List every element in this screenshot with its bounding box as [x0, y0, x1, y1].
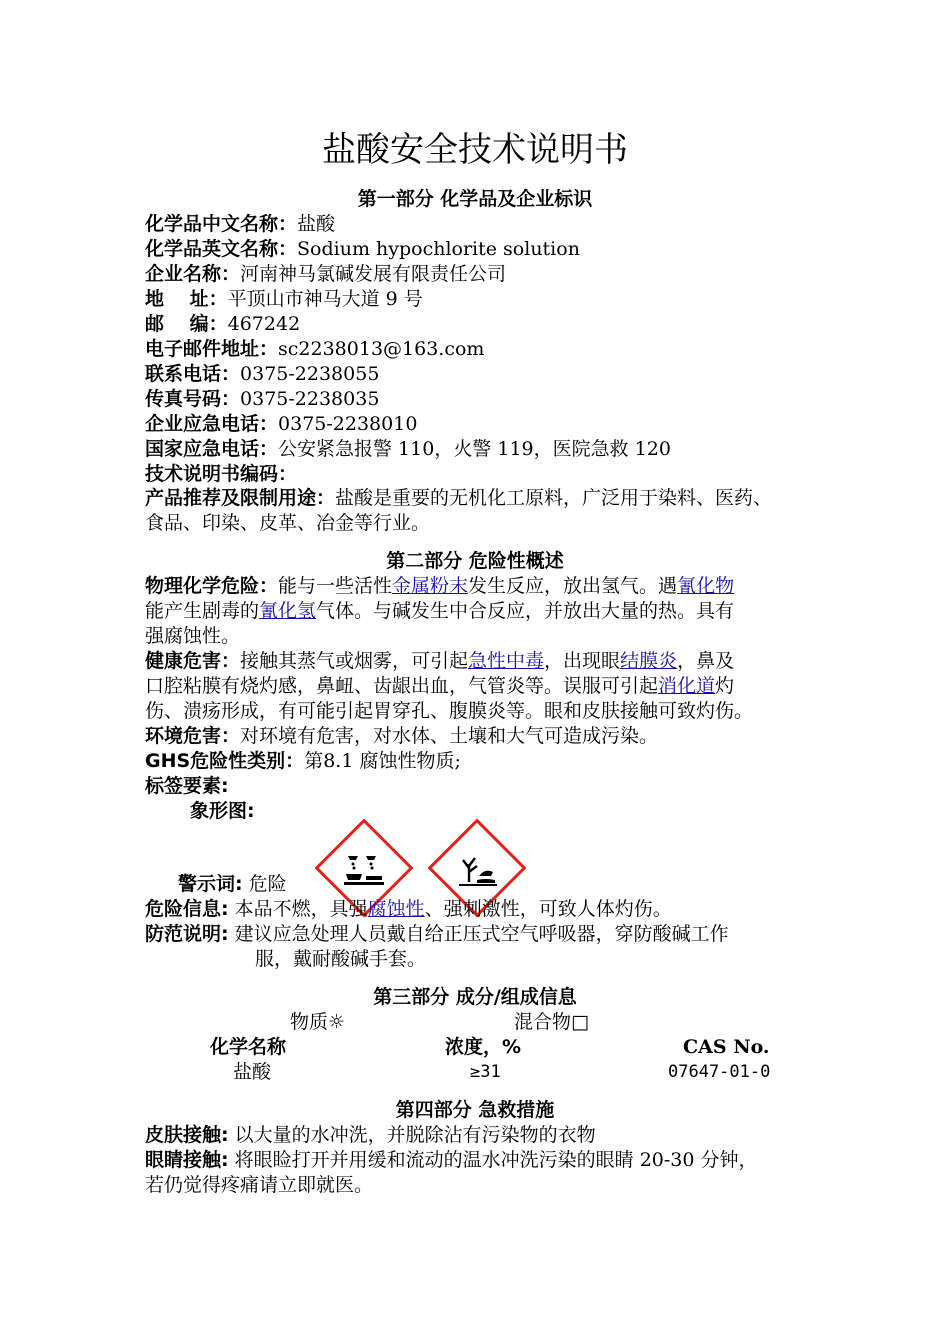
tag-line: [145, 774, 229, 799]
phys-line1: [145, 574, 734, 599]
usage-label: 产品推荐及限制用途：: [145, 487, 336, 509]
link-hydrogen-cyanide[interactable]: 氰化氢: [259, 600, 317, 622]
row-value: 盐酸: [297, 213, 336, 235]
column-header-concentration: 浓度，%: [445, 1036, 522, 1058]
row-value: 0375-2238035: [240, 388, 380, 410]
row-value: 0375-2238055: [240, 363, 380, 385]
row-label: 地 址：: [145, 288, 228, 310]
eye-line1: [145, 1148, 758, 1173]
phys-line2: [145, 599, 734, 624]
identification-row: [145, 412, 417, 437]
column-header-name: 化学名称: [210, 1036, 287, 1058]
part4-heading: 第四部分 急救措施: [395, 1099, 555, 1121]
link-cyanide[interactable]: 氰化物: [677, 575, 735, 597]
row-value: 467242: [227, 313, 301, 335]
identification-row: [145, 387, 379, 412]
phys-text: 发生反应，放出氢气。遇: [468, 575, 678, 597]
precaution-line2: 服，戴耐酸碱手套。: [255, 948, 427, 970]
health-label: 健康危害：: [145, 650, 241, 672]
env-text: 对环境有危害，对水体、土壤和大气可造成污染。: [240, 725, 659, 747]
row-label: 传真号码：: [145, 388, 241, 410]
skin-line: [145, 1123, 596, 1148]
identification-row: [145, 212, 335, 237]
precaution-label: 防范说明:: [145, 923, 229, 945]
skin-label: 皮肤接触:: [145, 1124, 229, 1146]
precaution-line1: [145, 922, 729, 947]
phys-text: 能与一些活性: [278, 575, 393, 597]
identification-row: [145, 337, 484, 362]
row-value: Sodium hypochlorite solution: [297, 238, 580, 260]
health-line1: [145, 649, 734, 674]
health-text: 灼: [715, 675, 735, 697]
usage-line2: 食品、印染、皮革、冶金等行业。: [145, 512, 431, 534]
row-label: 电子邮件地址：: [145, 338, 279, 360]
phys-label: 物理化学危险：: [145, 575, 279, 597]
substance-option: 物质☼: [290, 1011, 346, 1033]
link-digestive-tract[interactable]: 消化道: [658, 675, 716, 697]
hazard-text: 、强刺激性，可致人体灼伤。: [424, 898, 672, 920]
tag-label: 标签要素:: [145, 775, 229, 797]
row-label: 技术说明书编码：: [145, 463, 298, 485]
part1-heading: 第一部分 化学品及企业标识: [357, 188, 593, 210]
ghs-line: [145, 749, 461, 774]
health-text: ，出现眼: [544, 650, 621, 672]
skin-text: 以大量的水冲洗，并脱除沾有污染物的衣物: [234, 1124, 596, 1146]
ghs-text: 第8.1 腐蚀性物质;: [304, 750, 461, 772]
row-label: 邮 编：: [145, 313, 228, 335]
health-text: 接触其蒸气或烟雾，可引起: [240, 650, 469, 672]
mixture-option: 混合物□: [514, 1011, 589, 1033]
row-label: 企业名称：: [145, 263, 241, 285]
row-label: 化学品英文名称：: [145, 238, 298, 260]
signal-label: 警示词:: [178, 873, 243, 895]
link-corrosive[interactable]: 腐蚀性: [367, 898, 425, 920]
pictogram-line: [190, 799, 255, 824]
column-header-cas: CAS No.: [683, 1036, 770, 1058]
eye-label: 眼睛接触:: [145, 1149, 229, 1171]
hazard-text: 本品不燃，具强: [234, 898, 368, 920]
row-value: 0375-2238010: [278, 413, 418, 435]
cell-cas: 07647-01-0: [668, 1062, 771, 1082]
precaution-text: 建议应急处理人员戴自给正压式空气呼吸器，穿防酸碱工作: [234, 923, 729, 945]
hazard-label: 危险信息:: [145, 898, 229, 920]
phys-line3: 强腐蚀性。: [145, 625, 241, 647]
identification-row: [145, 287, 423, 312]
signal-word: 危险: [248, 873, 287, 895]
identification-row: [145, 262, 506, 287]
eye-line2: 若仍觉得疼痛请立即就医。: [145, 1174, 374, 1196]
link-metal-powder[interactable]: 金属粉末: [392, 575, 469, 597]
part2-heading: 第二部分 危险性概述: [386, 550, 564, 572]
row-value: 河南神马氯碱发展有限责任公司: [240, 263, 507, 285]
row-value: 平顶山市神马大道 9 号: [227, 288, 423, 310]
env-line: [145, 724, 658, 749]
identification-row: [145, 462, 297, 487]
identification-row: [145, 362, 379, 387]
phys-text: 能产生剧毒的: [145, 600, 260, 622]
signal-word-line: [178, 872, 287, 897]
phys-text: 气体。与碱发生中合反应，并放出大量的热。具有: [316, 600, 735, 622]
cell-concentration: ≥31: [470, 1062, 501, 1082]
eye-text: 将眼睑打开并用缓和流动的温水冲洗污染的眼睛 20-30 分钟，: [234, 1149, 758, 1171]
part3-heading: 第三部分 成分/组成信息: [373, 986, 577, 1008]
usage-text: 盐酸是重要的无机化工原料，广泛用于染料、医药、: [335, 487, 773, 509]
identification-row: [145, 237, 580, 262]
health-text: 口腔粘膜有烧灼感，鼻衄、齿龈出血，气管炎等。误服可引起: [145, 675, 659, 697]
row-value: 公安紧急报警 110，火警 119，医院急救 120: [278, 438, 671, 460]
health-line3: 伤、溃疡形成，有可能引起胃穿孔、腹膜炎等。眼和皮肤接触可致灼伤。: [145, 700, 754, 722]
row-label: 企业应急电话：: [145, 413, 279, 435]
hazard-line: [145, 897, 672, 922]
ghs-label: GHS危险性类别：: [145, 750, 305, 772]
health-text: ，鼻及: [677, 650, 735, 672]
identification-row: [145, 437, 671, 462]
health-line2: [145, 674, 734, 699]
pictogram-label: 象形图:: [190, 800, 255, 822]
document-title: 盐酸安全技术说明书: [322, 130, 628, 170]
usage-line1: [145, 486, 772, 511]
row-label: 国家应急电话：: [145, 438, 279, 460]
env-label: 环境危害：: [145, 725, 241, 747]
row-label: 化学品中文名称：: [145, 213, 298, 235]
row-value: sc2238013@163.com: [278, 338, 485, 360]
identification-row: [145, 312, 300, 337]
link-conjunctivitis[interactable]: 结膜炎: [620, 650, 678, 672]
cell-name: 盐酸: [233, 1061, 272, 1083]
link-acute-poisoning[interactable]: 急性中毒: [468, 650, 545, 672]
row-label: 联系电话：: [145, 363, 241, 385]
